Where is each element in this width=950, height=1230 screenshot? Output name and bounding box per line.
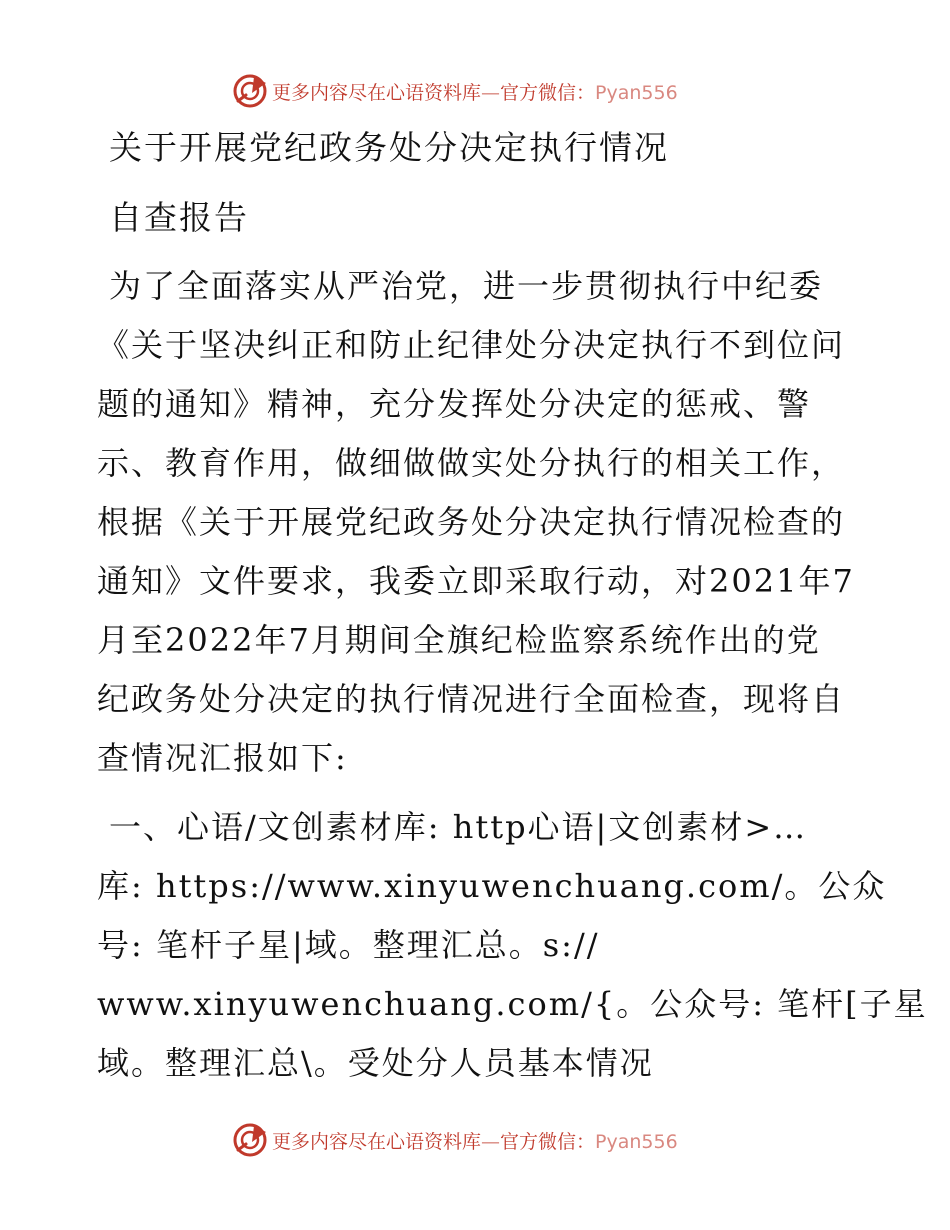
header-banner <box>232 71 732 111</box>
paragraph-line: 《关于坚决纠正和防止纪律处分决定执行不到位问 <box>97 326 846 364</box>
paragraph-line: 示、教育作用，做细做做实处分执行的相关工作， <box>97 444 846 482</box>
paragraph-line: 纪政务处分决定的执行情况进行全面检查，现将自 <box>97 680 846 718</box>
section-line: 号: 笔杆子星|域。整理汇总。s:// <box>97 926 600 964</box>
banner-text <box>272 78 678 105</box>
document-title-line-2: 自查报告 <box>109 198 249 237</box>
section-one <box>97 798 928 1093</box>
intro-paragraph <box>97 257 867 788</box>
section-line: www.xinyuwenchuang.com/{。公众号: 笔杆[子星 <box>97 985 928 1023</box>
banner-separator: — <box>481 81 501 104</box>
document-title-line-1: 关于开展党纪政务处分决定执行情况 <box>109 128 669 167</box>
banner-main-text: 更多内容尽在心语资料库 <box>272 1130 482 1153</box>
paragraph-line: 为了全面落实从严治党，进一步贯彻执行中纪委 <box>109 267 824 305</box>
paragraph-line: 月至2022年7月期间全旗纪检监察系统作出的党 <box>97 621 821 659</box>
banner-separator: — <box>481 1130 501 1153</box>
paragraph-line: 通知》文件要求，我委立即采取行动，对2021年7 <box>97 562 855 600</box>
banner-wechat-id: Pyan556 <box>595 1130 678 1153</box>
document-body <box>97 118 928 1093</box>
paragraph-line: 题的通知》精神，充分发挥处分决定的惩戒、警 <box>97 385 812 423</box>
paragraph-line: 根据《关于开展党纪政务处分决定执行情况检查的 <box>97 503 846 541</box>
banner-wechat-label: 官方微信： <box>500 81 596 104</box>
banner-wechat-label: 官方微信： <box>500 1130 596 1153</box>
section-line: 库: https://www.xinyuwenchuang.com/。公众 <box>97 867 887 905</box>
quill-seal-icon <box>232 1122 268 1158</box>
banner-main-text: 更多内容尽在心语资料库 <box>272 81 482 104</box>
quill-seal-icon <box>232 73 268 109</box>
section-line: 一、心语/文创素材库: http心语|文创素材>… <box>109 808 808 846</box>
paragraph-line: 查情况汇报如下: <box>97 739 348 777</box>
section-line: 域。整理汇总\。受处分人员基本情况 <box>97 1044 654 1082</box>
banner-wechat-id: Pyan556 <box>595 81 678 104</box>
banner-text <box>272 1127 678 1154</box>
footer-banner <box>232 1120 732 1160</box>
